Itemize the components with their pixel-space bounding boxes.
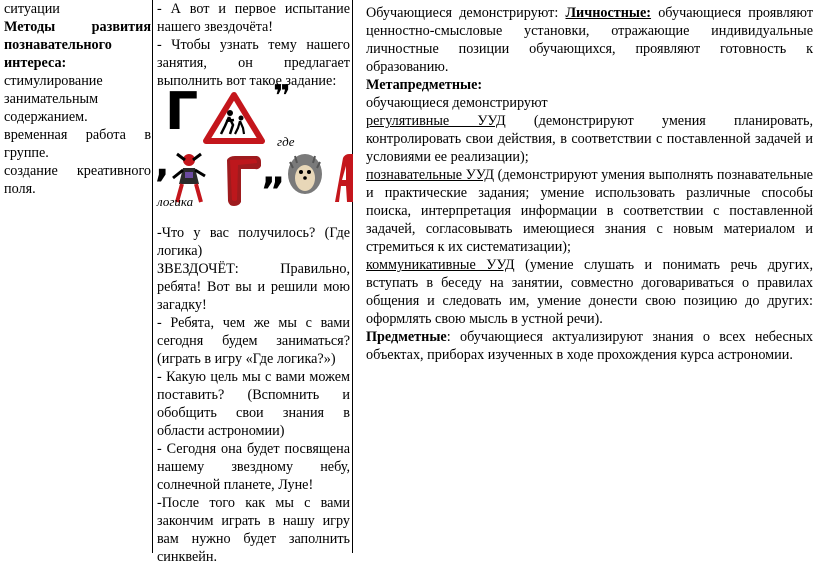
red-letter-a-icon [331, 152, 353, 204]
method-item: группе. [4, 145, 49, 161]
puzzle-word-gde: где [277, 134, 295, 149]
method-item: создание креативного [4, 163, 151, 179]
outcomes-column [366, 4, 813, 553]
column-divider [152, 0, 153, 553]
methods-heading: познавательного [4, 37, 112, 53]
situation-text: ситуации [4, 1, 60, 17]
subject-outcomes: Предметные: обучающиеся актуализируют знания о всех небесных объектах, приборах изученных в ходе прохождения курса астрономии. [366, 329, 813, 363]
methods-heading: Методы развития [4, 19, 151, 35]
communicative-outcomes: коммуникативные УУД (умение слушать и понимать речь других, вступать в беседу на занятии, совместно договариваться о правилах общения и следовать им, умение донести свою позицию до других: оформлять свою мысль в устной речи). [366, 257, 813, 327]
methods-column [4, 0, 151, 553]
column-divider [352, 0, 353, 553]
method-item: занимательным [4, 91, 99, 107]
teacher-line: -После того как мы с вами закончим играть в нашу игру вам нужно будет заполнить синквейн. [157, 495, 350, 565]
hedgehog-icon [285, 148, 325, 198]
methods-heading: интереса: [4, 55, 67, 71]
quote-mark-glyph: ❞ [273, 79, 291, 114]
low-quote-glyph: „ [261, 149, 286, 193]
teacher-line: - Чтобы узнать тему нашего занятия, он предлагает выполнить вот такое задание: [157, 37, 350, 89]
teacher-line: - Сегодня она будет посвящена нашему звездному небу, солнечной планете, Луне! [157, 441, 350, 493]
red-letter-g-icon [221, 154, 263, 208]
meta-intro: обучающиеся демонстрируют [366, 95, 548, 111]
teacher-line: - Ребята, чем же мы с вами сегодня будем заниматься? (играть в игру «Где логика?») [157, 315, 350, 367]
method-item: стимулирование [4, 73, 103, 89]
cognitive-outcomes: познавательные УУД (демонстрируют умения выполнять познавательные и практические задания; умение использовать различные способы поиска, интерпретация информации в соответствии с поставленной задачей, согласовывать имеющиеся знания с новым материалом и стремиться к их систематизации); [366, 167, 813, 255]
teacher-line: - А вот и первое испытание нашего звездочёта! [157, 1, 350, 35]
personal-outcomes: Обучающиеся демонстрируют: Личностные: обучающиеся проявляют ценностно-смысловые установки, отражающие индивидуальные личностные позиции обучающихся, проявляют готовность к образованию. [366, 5, 814, 75]
comma-glyph: , [155, 141, 170, 185]
puzzle-word-logika: логика [157, 194, 194, 209]
activity-column [155, 0, 350, 565]
teacher-line: -Что у вас получилось? (Где логика) [157, 225, 350, 259]
teacher-line: ЗВЕЗДОЧЁТ: Правильно, ребята! Вот вы и решили мою загадку! [157, 261, 350, 313]
children-crossing-sign-icon [203, 92, 265, 144]
teacher-line: - Какую цель мы с вами можем поставить? (Вспомнить и обобщить свои знания в области астрономии) [157, 369, 350, 439]
method-item: поля. [4, 181, 36, 197]
rebus-puzzle [155, 79, 350, 214]
method-item: временная работа в [4, 127, 152, 143]
meta-heading: Метапредметные: [366, 77, 483, 93]
letter-g-glyph: Г [165, 82, 199, 142]
method-item: содержанием. [4, 109, 88, 125]
regulative-outcomes: регулятивные УУД (демонстрируют умения планировать, контролировать свои действия, в соответствии с поставленной задачей и условиями ее реализации); [366, 113, 813, 165]
